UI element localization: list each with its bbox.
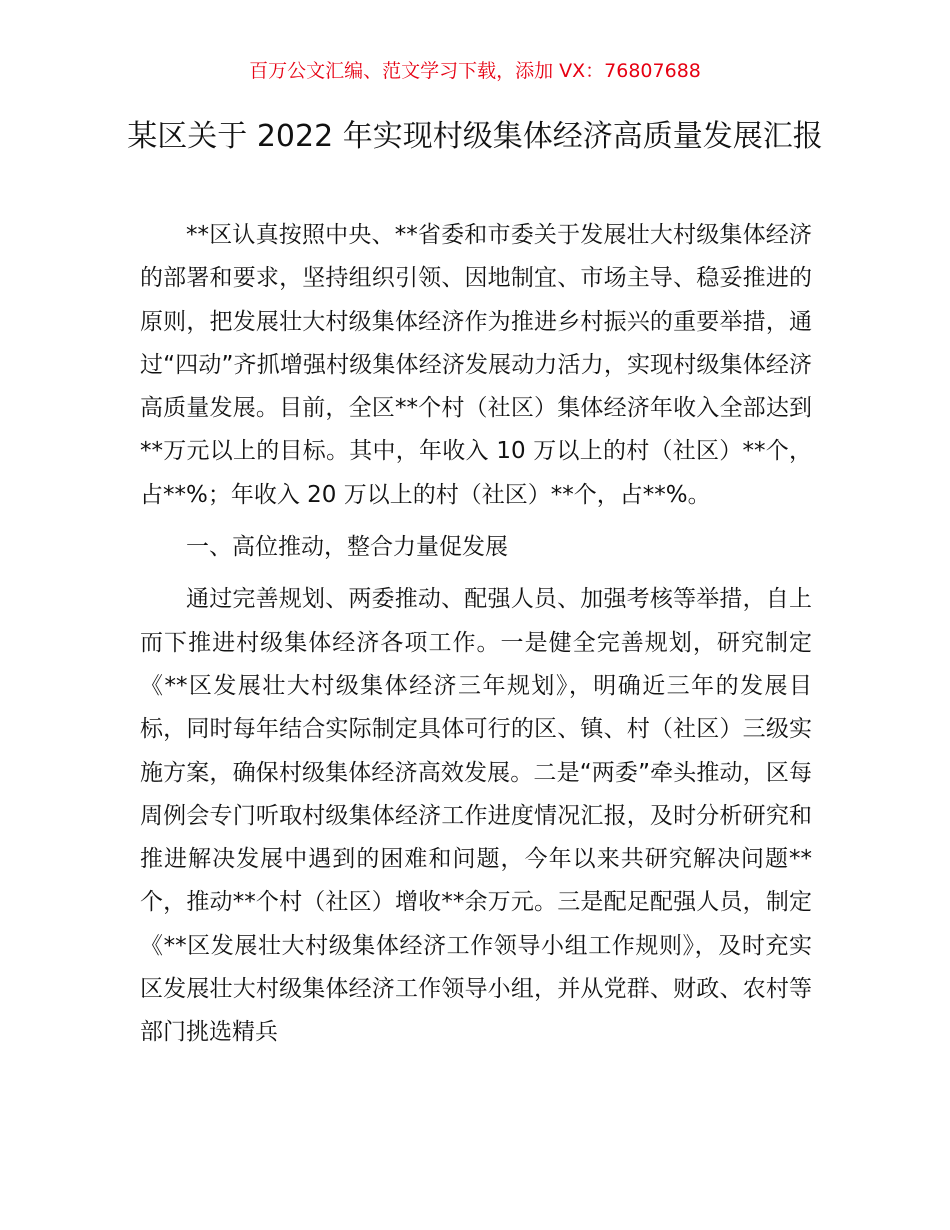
document-title: 某区关于 2022 年实现村级集体经济高质量发展汇报: [127, 119, 823, 154]
intro-paragraph: **区认真按照中央、**省委和市委关于发展壮大村级集体经济的部署和要求，坚持组织引领、因地制宜、市场主导、稳妥推进的原则，把发展壮大村级集体经济作为推进乡村振兴的重要举措，通过“四动”齐抓增强村级集体经济发展动力活力，实现村级集体经济高质量发展。目前，全区**个村（社区）集体经济年收入全部达到**万元以上的目标。其中，年收入 10 万以上的村（社区）**个，占**%；年收入 20 万以上的村（社区）**个，占**%。: [140, 222, 812, 508]
watermark-text: 百万公文汇编、范文学习下载，添加 VX：76807688: [249, 60, 701, 82]
section-heading: 一、高位推动，整合力量促发展: [186, 534, 508, 561]
section-paragraph: 通过完善规划、两委推动、配强人员、加强考核等举措，自上而下推进村级集体经济各项工作。一是健全完善规划，研究制定《**区发展壮大村级集体经济三年规划》，明确近三年的发展目标，同时每年结合实际制定具体可行的区、镇、村（社区）三级实施方案，确保村级集体经济高效发展。二是“两委”牵头推动，区每周例会专门听取村级集体经济工作进度情况汇报，及时分析研究和推进解决发展中遇到的困难和问题，今年以来共研究解决问题**个，推动**个村（社区）增收**余万元。三是配足配强人员，制定《**区发展壮大村级集体经济工作领导小组工作规则》，及时充实区发展壮大村级集体经济工作领导小组，并从党群、财政、农村等部门挑选精兵: [140, 586, 812, 1046]
document-body: [140, 214, 812, 1055]
